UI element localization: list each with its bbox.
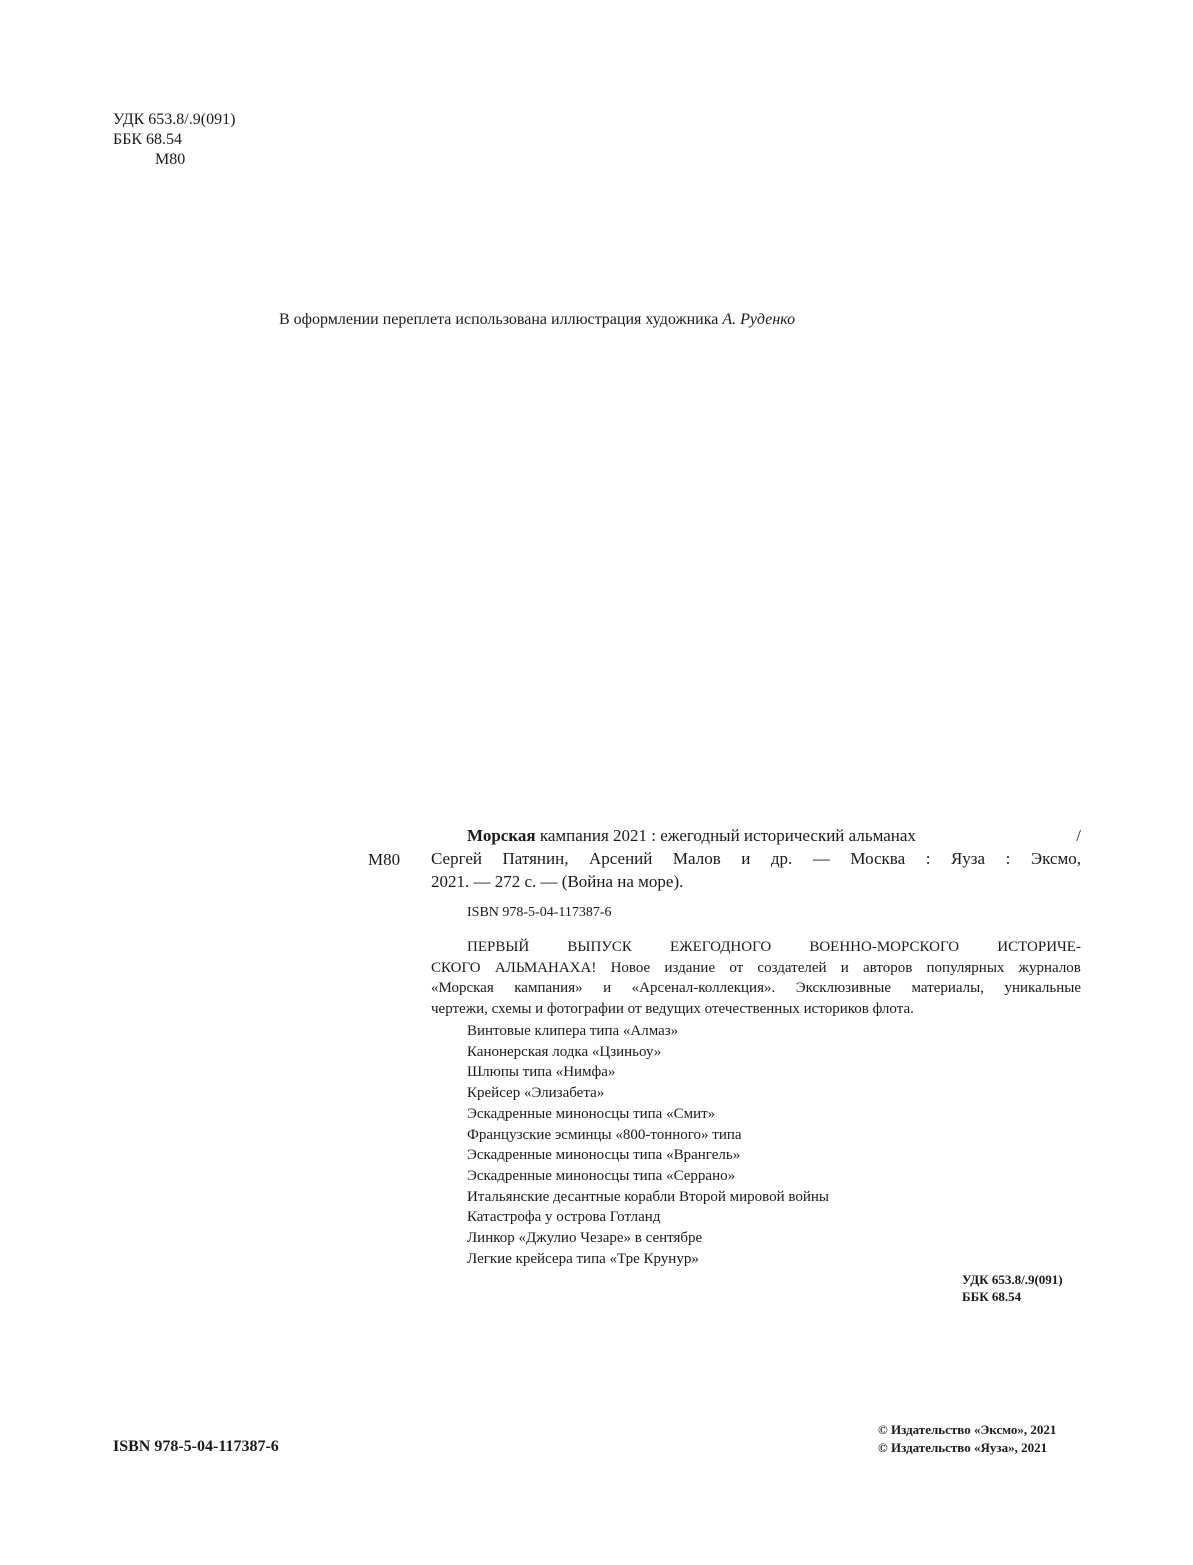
copyright-block bbox=[878, 1421, 1056, 1457]
biblio-word: : bbox=[925, 849, 931, 868]
annotation-word: авторов bbox=[863, 959, 913, 976]
annotation-word: ИСТОРИЧЕ- bbox=[997, 939, 1081, 955]
contents-item: Эскадренные миноносцы типа «Врангель» bbox=[467, 1147, 741, 1164]
biblio-word: Яуза bbox=[950, 849, 986, 868]
contents-item: Шлюпы типа «Нимфа» bbox=[467, 1064, 616, 1081]
annotation-line bbox=[431, 958, 1081, 979]
annotation-word: ВОЕННО-МОРСКОГО bbox=[809, 939, 960, 955]
annotation-word: ПЕРВЫЙ bbox=[467, 939, 530, 955]
biblio-word: : bbox=[1005, 849, 1011, 868]
biblio-word: др. bbox=[770, 849, 793, 868]
annotation-word: от bbox=[729, 959, 744, 976]
biblio-word: Арсений bbox=[589, 849, 653, 868]
contents-item: Легкие крейсера типа «Тре Крунур» bbox=[467, 1250, 699, 1267]
annotation-word: материалы, bbox=[911, 980, 984, 996]
biblio-line-3: 2021. — 272 с. — (Война на море). bbox=[431, 872, 684, 891]
contents-item: Линкор «Джулио Чезаре» в сентябре bbox=[467, 1230, 703, 1247]
annotation-word: и bbox=[603, 980, 612, 996]
biblio-author-mark: М80 bbox=[368, 850, 401, 869]
annotation-line bbox=[431, 937, 1081, 958]
annotation-word: АЛЬМАНАХА! bbox=[494, 959, 597, 976]
contents-item: Французские эсминцы «800-тонного» типа bbox=[467, 1126, 742, 1143]
isbn-bottom: ISBN 978-5-04-117387-6 bbox=[113, 1438, 279, 1455]
biblio-word: и bbox=[741, 849, 751, 868]
contents-item: Винтовые клипера типа «Алмаз» bbox=[467, 1023, 679, 1039]
biblio-slash: / bbox=[1076, 826, 1081, 845]
annotation-word: журналов bbox=[1018, 959, 1081, 976]
annotation-word: «Морская bbox=[431, 980, 494, 996]
annotation-word: ВЫПУСК bbox=[567, 939, 632, 955]
biblio-word: Патянин, bbox=[502, 849, 569, 868]
annotation-word: кампания» bbox=[514, 980, 583, 996]
biblio-line-2 bbox=[431, 847, 1081, 870]
copyright-line: © Издательство «Яуза», 2021 bbox=[878, 1440, 1048, 1455]
contents-item: Катастрофа у острова Готланд bbox=[467, 1209, 661, 1226]
contents-item: Крейсер «Элизабета» bbox=[467, 1085, 605, 1102]
annotation-word: Новое bbox=[610, 959, 651, 976]
biblio-word: Сергей bbox=[431, 849, 482, 868]
annotation-word: СКОГО bbox=[431, 959, 481, 976]
annotation-word: издание bbox=[664, 959, 716, 976]
udk-code-bottom: УДК 653.8/.9(091) bbox=[962, 1272, 1063, 1287]
bbk-code-bottom: ББК 68.54 bbox=[962, 1289, 1022, 1304]
annotation-word: создателей bbox=[757, 959, 827, 976]
bottom-classification-block bbox=[962, 1271, 1063, 1305]
author-mark: М80 bbox=[155, 151, 186, 168]
annotation-word: «Арсенал-коллекция». bbox=[631, 980, 776, 996]
udk-code: УДК 653.8/.9(091) bbox=[113, 111, 236, 128]
cover-credit bbox=[279, 310, 795, 330]
annotation-word: и bbox=[840, 959, 849, 976]
annotation-word: популярных bbox=[926, 959, 1005, 976]
annotation-word: уникальные bbox=[1004, 980, 1081, 996]
annotation-word: чертежи, схемы и фотографии от ведущих отечественных историков флота. bbox=[431, 1000, 914, 1017]
annotation-line bbox=[431, 978, 1081, 999]
contents-list bbox=[467, 1021, 829, 1269]
biblio-title-rest: кампания 2021 : ежегодный исторический альманах bbox=[539, 826, 916, 845]
contents-item: Эскадренные миноносцы типа «Серрано» bbox=[467, 1167, 736, 1184]
annotation-line bbox=[431, 999, 1081, 1020]
annotation-text bbox=[431, 937, 1081, 1019]
biblio-isbn: ISBN 978-5-04-117387-6 bbox=[467, 905, 612, 920]
biblio-word: Малов bbox=[672, 849, 721, 868]
cover-artist-name: А. Руденко bbox=[722, 311, 796, 328]
contents-item: Итальянские десантные корабли Второй мировой войны bbox=[467, 1188, 829, 1205]
biblio-word: Москва bbox=[850, 849, 906, 868]
annotation-word: ЕЖЕГОДНОГО bbox=[670, 939, 772, 955]
biblio-word: — bbox=[812, 849, 830, 868]
biblio-title-bold: Морская bbox=[467, 826, 536, 845]
annotation-word: Эксклюзивные bbox=[795, 980, 891, 996]
cover-credit-text: В оформлении переплета использована иллюстрация художника bbox=[279, 311, 723, 328]
top-classification-block bbox=[113, 110, 235, 170]
bbk-code: ББК 68.54 bbox=[113, 131, 183, 148]
biblio-line-1 bbox=[431, 824, 1081, 847]
contents-item: Эскадренные миноносцы типа «Смит» bbox=[467, 1105, 716, 1122]
copyright-line: © Издательство «Эксмо», 2021 bbox=[878, 1422, 1057, 1437]
biblio-word: Эксмо, bbox=[1030, 849, 1081, 868]
bibliographic-record bbox=[431, 824, 1081, 893]
contents-item: Канонерская лодка «Цзиньоу» bbox=[467, 1043, 662, 1060]
